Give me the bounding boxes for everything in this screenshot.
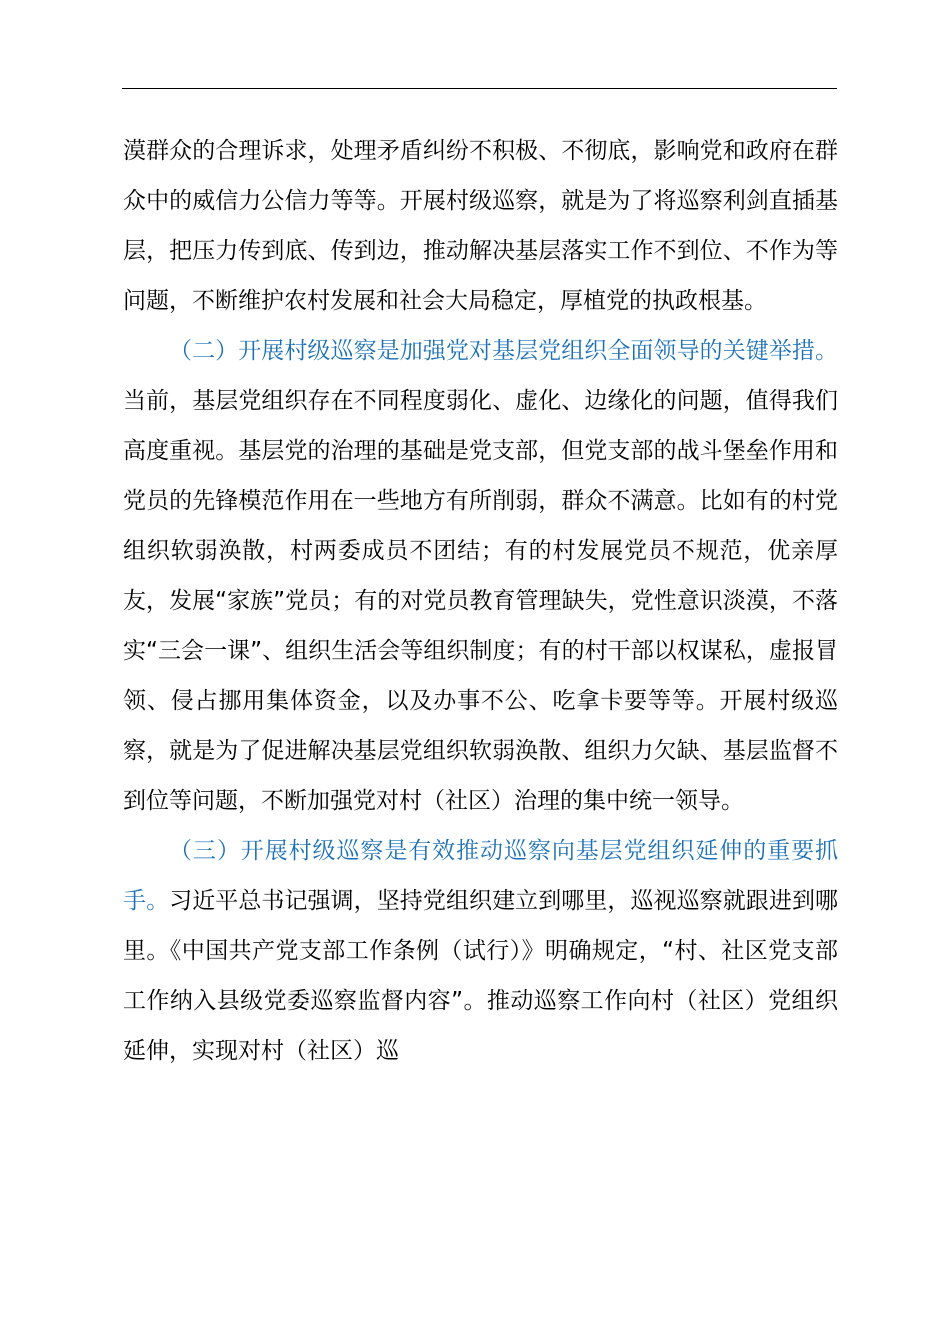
header-rule	[122, 88, 837, 89]
paragraph-section-2	[123, 326, 838, 826]
paragraph-section-3	[123, 826, 838, 1076]
section-heading: （三）开展村级巡察是有效推动巡察向基层党组织延伸的重要抓手。	[123, 838, 838, 914]
paragraph-continuation	[123, 126, 838, 326]
section-heading: （二）开展村级巡察是加强党对基层党组织全面领导的关键举措。	[169, 338, 838, 364]
paragraph-body: 当前，基层党组织存在不同程度弱化、虚化、边缘化的问题，值得我们高度重视。基层党的治理的基础是党支部，但党支部的战斗堡垒作用和党员的先锋模范作用在一些地方有所削弱，群众不满意。比如有的村党组织软弱涣散，村两委成员不团结；有的村发展党员不规范，优亲厚友，发展“家族”党员；有的对党员教育管理缺失，党性意识淡漠，不落实“三会一课”、组织生活会等组织制度；有的村干部以权谋私，虚报冒领、侵占挪用集体资金，以及办事不公、吃拿卡要等等。开展村级巡察，就是为了促进解决基层党组织软弱涣散、组织力欠缺、基层监督不到位等问题，不断加强党对村（社区）治理的集中统一领导。	[123, 388, 838, 814]
document-body	[123, 126, 838, 1076]
paragraph-body: 漠群众的合理诉求，处理矛盾纠纷不积极、不彻底，影响党和政府在群众中的威信力公信力等等。开展村级巡察，就是为了将巡察利剑直插基层，把压力传到底、传到边，推动解决基层落实工作不到位、不作为等问题，不断维护农村发展和社会大局稳定，厚植党的执政根基。	[123, 138, 838, 314]
paragraph-body: 习近平总书记强调，坚持党组织建立到哪里，巡视巡察就跟进到哪里。《中国共产党支部工作条例（试行）》明确规定，“村、社区党支部工作纳入县级党委巡察监督内容”。推动巡察工作向村（社区）党组织延伸，实现对村（社区）巡	[123, 888, 839, 1064]
